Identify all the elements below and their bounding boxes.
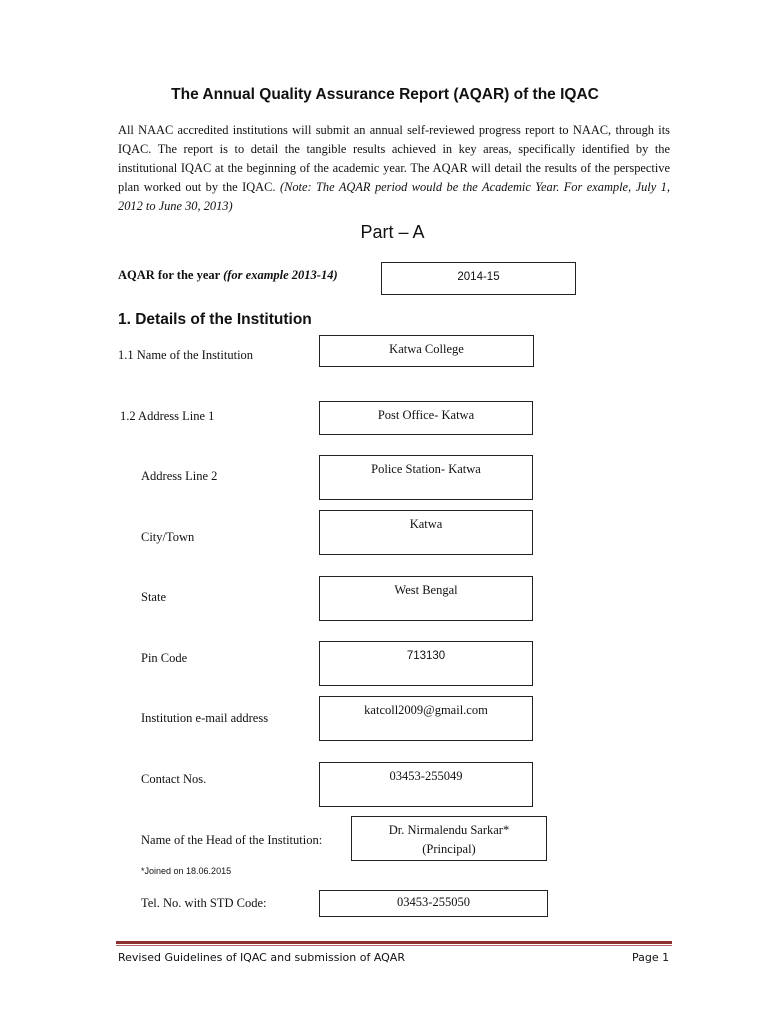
intro-note: (Note: The AQAR period would be the Academic Year. For example, July 1, 2012 to June 30, 2013): [118, 180, 670, 213]
footer-divider-thin: [116, 945, 672, 946]
tel-label: Tel. No. with STD Code:: [141, 896, 267, 910]
institution-name-label: 1.1 Name of the Institution: [118, 348, 254, 362]
contact-label: Contact Nos.: [141, 772, 207, 786]
address-line1-field[interactable]: Post Office- Katwa: [319, 401, 533, 435]
address-line2-label: Address Line 2: [141, 469, 218, 483]
head-field[interactable]: [351, 816, 547, 861]
document-title: The Annual Quality Assurance Report (AQAR) of the IQAC: [171, 86, 599, 103]
address-line1-label: 1.2 Address Line 1: [120, 409, 215, 423]
contact-field[interactable]: 03453-255049: [319, 762, 533, 807]
email-field[interactable]: katcoll2009@gmail.com: [319, 696, 533, 741]
pin-code-label: Pin Code: [141, 651, 188, 665]
intro-text: All NAAC accredited institutions will submit an annual self-reviewed progress report to NAAC, through its IQAC. The report is to detail the tangible results achieved in key areas, specifically identified by the institutional IQAC at the beginning of the academic year. The AQAR will detail the results of the perspective plan worked out by the IQAC.: [118, 123, 670, 194]
city-label: City/Town: [141, 530, 195, 544]
aqar-year-label: AQAR for the year: [118, 268, 220, 282]
footer-divider: [116, 941, 672, 944]
aqar-year-field[interactable]: 2014-15: [381, 262, 576, 295]
tel-field[interactable]: 03453-255050: [319, 890, 548, 917]
joined-note: *Joined on 18.06.2015: [141, 866, 232, 876]
pin-code-field[interactable]: 713130: [319, 641, 533, 686]
footer-text: Revised Guidelines of IQAC and submission of AQAR: [118, 951, 405, 964]
aqar-year-label-group: [118, 268, 338, 283]
state-field[interactable]: West Bengal: [319, 576, 533, 621]
email-label: Institution e-mail address: [141, 711, 269, 725]
part-heading: Part – A: [360, 222, 425, 242]
aqar-year-hint: (for example 2013-14): [223, 268, 338, 282]
intro-paragraph: [118, 121, 670, 216]
head-designation: (Principal): [422, 842, 476, 856]
address-line2-field[interactable]: Police Station- Katwa: [319, 455, 533, 500]
institution-name-field[interactable]: Katwa College: [319, 335, 534, 367]
page-number: Page 1: [632, 951, 670, 964]
city-field[interactable]: Katwa: [319, 510, 533, 555]
head-name: Dr. Nirmalendu Sarkar*: [388, 823, 510, 837]
head-label: Name of the Head of the Institution:: [141, 833, 323, 847]
section-heading: 1. Details of the Institution: [118, 311, 312, 328]
state-label: State: [141, 590, 166, 604]
